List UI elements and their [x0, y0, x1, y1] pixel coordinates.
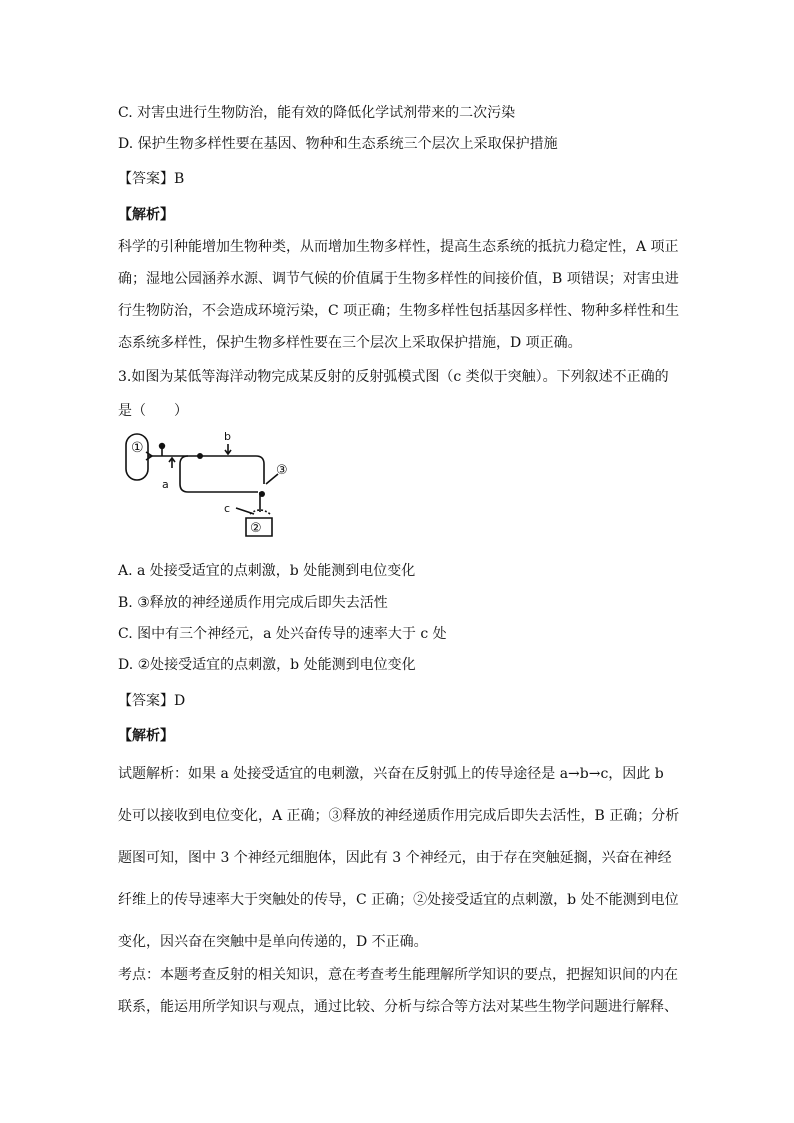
explanation-line-5: 变化，因兴奋在突触中是单向传递的，D 不正确。 — [118, 934, 428, 950]
label-3: ③ — [276, 463, 288, 478]
text-line-1: C. 对害虫进行生物防治，能有效的降低化学试剂带来的二次污染 — [118, 105, 516, 121]
answer-label-2: 【答案】D — [118, 693, 186, 709]
cell-body-2 — [197, 453, 203, 459]
reflex-arc-diagram — [118, 428, 318, 544]
question-stem-cont: 是（ ） — [118, 403, 188, 419]
explanation-line-4: 纤维上的传导速率大于突触处的传导，C 正确；②处接受适宜的点刺激，b 处不能测到电位 — [118, 892, 679, 908]
explanation-line-1: 试题解析：如果 a 处接受适宜的电刺激，兴奋在反射弧上的传导途径是 a→b→c，因此 b — [118, 766, 664, 782]
text-line-6: 确；湿地公园涵养水源、调节气候的价值属于生物多样性的间接价值，B 项错误；对害虫进 — [118, 271, 679, 287]
label-b: b — [224, 430, 231, 443]
text-line-8: 态系统多样性，保护生物多样性要在三个层次上采取保护措施，D 项正确。 — [118, 335, 582, 351]
analysis-heading: 【解析】 — [118, 207, 174, 223]
knowledge-point-line-1: 考点：本题考查反射的相关知识，意在考查考生能理解所学知识的要点，把握知识间的内在 — [118, 967, 678, 983]
lower-nerve-fiber — [180, 456, 258, 492]
option-a: A. a 处接受适宜的点刺激，b 处能测到电位变化 — [118, 563, 416, 579]
question-stem: 3.如图为某低等海洋动物完成某反射的反射弧模式图（c 类似于突触）。下列叙述不正确的 — [118, 369, 669, 385]
option-b: B. ③释放的神经递质作用完成后即失去活性 — [118, 595, 388, 611]
arrow-a — [169, 458, 175, 468]
answer-label: 【答案】B — [118, 171, 185, 187]
text-line-5: 科学的引种能增加生物种类，从而增加生物多样性，提高生态系统的抵抗力稳定性，A 项正 — [118, 239, 679, 255]
text-line-2: D. 保护生物多样性要在基因、物种和生态系统三个层次上采取保护措施 — [118, 136, 558, 152]
label-c: c — [224, 502, 231, 515]
knowledge-point-line-2: 联系，能运用所学知识与观点，通过比较、分析与综合等方法对某些生物学问题进行解释、 — [118, 999, 678, 1015]
label-a: a — [162, 478, 169, 491]
label-2: ② — [250, 521, 262, 536]
explanation-line-2: 处可以接收到电位变化，A 正确；③释放的神经递质作用完成后即失去活性，B 正确；分析 — [118, 808, 680, 824]
text-line-7: 行生物防治，不会造成环境污染，C 项正确；生物多样性包括基因多样性、物种多样性和生 — [118, 303, 680, 319]
analysis-heading-2: 【解析】 — [118, 728, 174, 744]
option-d: D. ②处接受适宜的点刺激，b 处能测到电位变化 — [118, 657, 416, 673]
explanation-line-3: 题图可知，图中 3 个神经元细胞体，因此有 3 个神经元，由于存在突触延搁，兴奋在神经 — [118, 850, 672, 866]
cell-body-3 — [259, 491, 265, 497]
label-1: ① — [131, 440, 144, 456]
option-c: C. 图中有三个神经元，a 处兴奋传导的速率大于 c 处 — [118, 626, 447, 642]
arrow-b — [225, 444, 231, 454]
